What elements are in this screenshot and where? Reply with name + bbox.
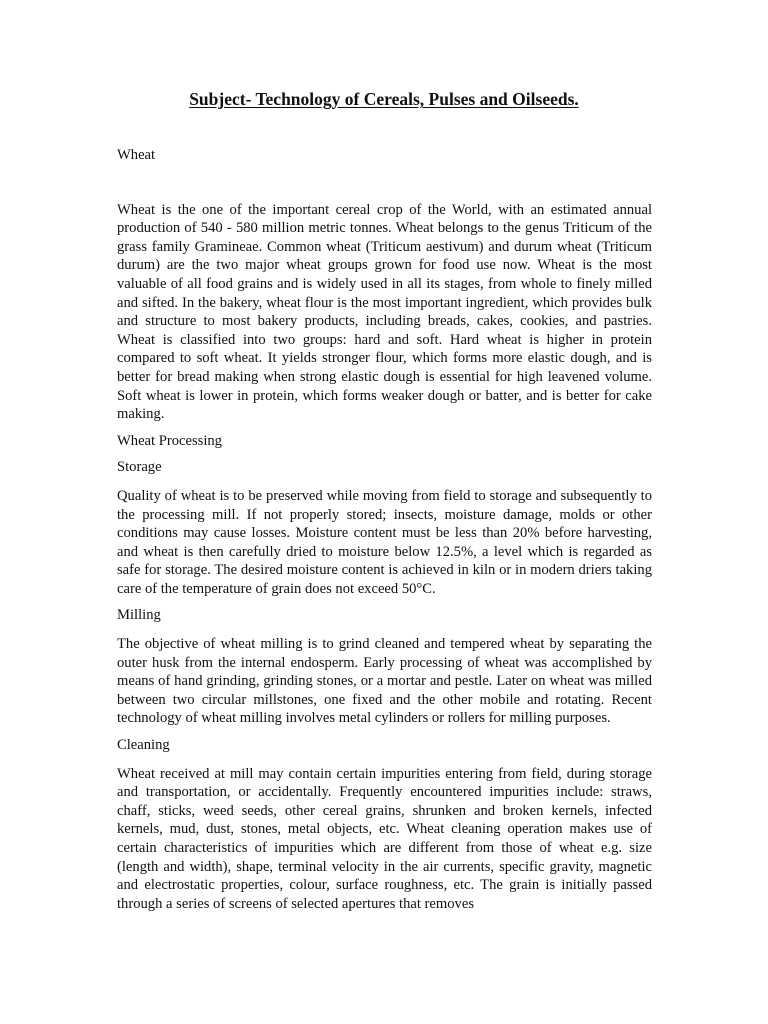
section-heading-milling: Milling — [117, 607, 161, 624]
page-title: Subject- Technology of Cereals, Pulses and Oilseeds. — [189, 89, 579, 109]
section-heading-storage: Storage — [117, 459, 162, 476]
paragraph-milling: The objective of wheat milling is to grind cleaned and tempered wheat by separating the outer husk from the internal endosperm. Early processing of wheat was accomplished by means of hand grinding, grinding stones, or a mortar and pestle. Later on wheat was milled between two circular millstones, one fixed and the other mobile and rotating. Recent technology of wheat milling involves metal cylinders or rollers for milling purposes. — [117, 636, 652, 727]
document-body — [117, 146, 652, 913]
section-heading-wheat-processing: Wheat Processing — [117, 432, 222, 449]
paragraph-cleaning: Wheat received at mill may contain certain impurities entering from field, during storage and transportation, or accidentally. Frequently encountered impurities include: straws, chaff, sticks, weed seeds, other cereal grains, shrunken and broken kernels, infected kernels, mud, dust, stones, metal objects, etc. Wheat cleaning operation makes use of certain characteristics of impurities which are different from those of wheat e.g. size (length and width), shape, terminal velocity in the air currents, specific gravity, magnetic and electrostatic properties, colour, surface roughness, etc. The grain is initially passed through a series of screens of selected apertures that removes — [117, 765, 652, 912]
section-heading-wheat: Wheat — [117, 147, 156, 163]
section-heading-cleaning: Cleaning — [117, 737, 170, 754]
paragraph-wheat-intro: Wheat is the one of the important cereal crop of the World, with an estimated annual production of 540 - 580 million metric tonnes. Wheat belongs to the genus Triticum of the grass family Gramineae. Common wheat (Triticum aestivum) and durum wheat (Triticum durum) are the two major wheat groups grown for food use now. Wheat is the most valuable of all food grains and is widely used in all its stages, from whole to finely milled and sifted. In the bakery, wheat flour is the most important ingredient, which provides bulk and structure to most bakery products, including breads, cakes, cookies, and pastries. Wheat is classified into two groups: hard and soft. Hard wheat is higher in protein compared to soft wheat. It yields stronger flour, which forms more elastic dough, and is better for bread making when strong elastic dough is essential for high leavened volume. Soft wheat is lower in protein, which forms weaker dough or batter, and is better for cake making. — [117, 201, 652, 423]
paragraph-storage: Quality of wheat is to be preserved while moving from field to storage and subsequently to the processing mill. If not properly stored; insects, moisture damage, molds or other conditions may cause losses. Moisture content must be less than 20% before harvesting, and wheat is then carefully dried to moisture below 12.5%, a level which is regarded as safe for storage. The desired moisture content is achieved in kiln or in modern driers taking care of the temperature of grain does not exceed 50°C. — [117, 487, 652, 597]
